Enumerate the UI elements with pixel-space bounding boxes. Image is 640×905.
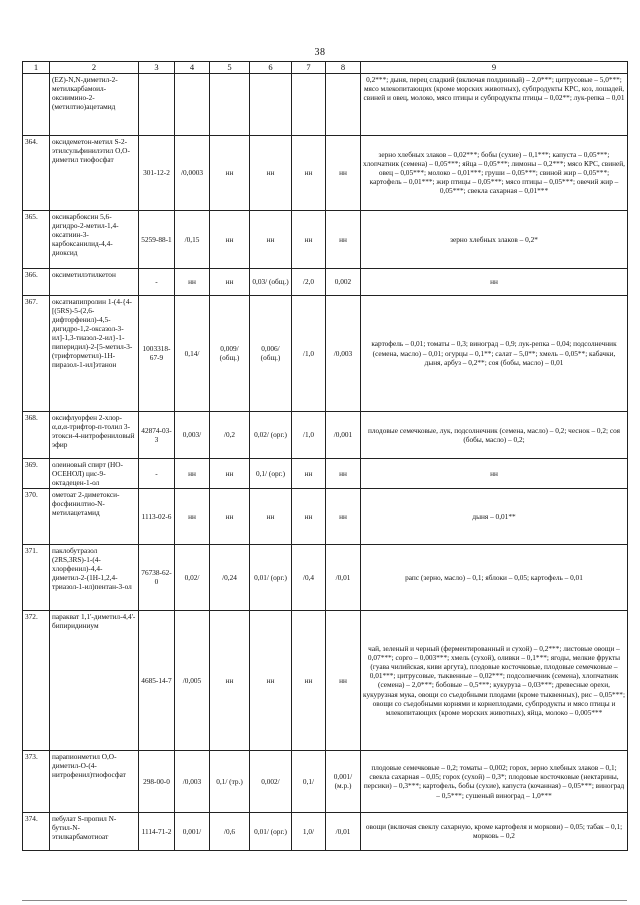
value-col-5: нн (210, 210, 250, 268)
cas-number: 42874-03-3 (139, 411, 175, 458)
value-col-6: 0,01/ (орг.) (250, 812, 292, 850)
header-cell: 7 (292, 62, 326, 74)
cas-number (139, 73, 175, 135)
residue-limits: зерно хлебных злаков – 0,2* (361, 210, 628, 268)
value-col-5: /0,24 (210, 544, 250, 610)
header-cell: 8 (326, 62, 361, 74)
substance-name: оксифлуорфен 2-хлор-α,α,α-трифтор-п-толил 3-этокси-4-нитрофениловый эфир (50, 411, 139, 458)
value-col-4: нн (175, 488, 210, 544)
header-cell: 5 (210, 62, 250, 74)
value-col-6: 0,02/ (орг.) (250, 411, 292, 458)
header-cell: 9 (361, 62, 628, 74)
header-cell: 4 (175, 62, 210, 74)
value-col-6: нн (250, 610, 292, 750)
value-col-5: /0,6 (210, 812, 250, 850)
value-col-8: нн (326, 458, 361, 488)
value-col-6: 0,006/ (общ.) (250, 295, 292, 411)
table-row (23, 458, 628, 488)
row-number: 374. (23, 812, 50, 850)
residue-limits: чай, зеленый и черный (ферментированный и сухой) – 0,2***; листовые овощи – 0,07***; сорго – 0,003***; хмель (сухой), оливки – 0,1***; ягоды, мелкие фрукты (гуава чилийская, киви аргута), плодовые косточковые, плодовые семечковые – 0,01***; цитрусовые, тыквенные – 0,02***; подсолнечник (семена), хлопчатник (семена) – 2,0***; бобовые – 0,5***; кукуруза – 0,03***; древесные орехи, кукурузная мука, овощи со съедобными плодами (кроме тыквенных), рис – 0,05***; овощи со съедобными корнями и корнеплодами, субпродукты и мясо птицы и млекопитающих (кроме морских животных), яйца, молоко – 0,005*** (361, 610, 628, 750)
value-col-7 (292, 73, 326, 135)
page-number: 38 (314, 47, 326, 58)
value-col-5: нн (210, 135, 250, 210)
cas-number: 1114-71-2 (139, 812, 175, 850)
substance-name: ометоат 2-диметокси-фосфинилтио-N-метилацетамид (50, 488, 139, 544)
table-row (23, 610, 628, 750)
row-number: 368. (23, 411, 50, 458)
value-col-4: нн (175, 458, 210, 488)
cas-number: 5259-88-1 (139, 210, 175, 268)
value-col-6: нн (250, 135, 292, 210)
value-col-8 (326, 73, 361, 135)
value-col-8: нн (326, 135, 361, 210)
cas-number: 4685-14-7 (139, 610, 175, 750)
value-col-6: 0,01/ (орг.) (250, 544, 292, 610)
value-col-5: нн (210, 488, 250, 544)
value-col-4: 0,02/ (175, 544, 210, 610)
substance-name: оксатиапипролин 1-(4-{4-[(5RS)-5-(2,6-дифторфенил)-4,5-дигидро-1,2-оксазол-3-ил]-1,3-тиазол-2-ил}-1-пиперидил)-2-[5-метил-3-(трифторметил)-1Н-пиразол-1-ил]этанон (50, 295, 139, 411)
value-col-6: нн (250, 210, 292, 268)
value-col-6: 0,1/ (орг.) (250, 458, 292, 488)
value-col-7: нн (292, 458, 326, 488)
substance-name: (EZ)-N,N-диметил-2-метилкарбамоил-оксиимино-2-(метилтио)ацетамид (50, 73, 139, 135)
value-col-4: нн (175, 268, 210, 295)
value-col-4 (175, 73, 210, 135)
value-col-5: нн (210, 268, 250, 295)
cas-number: 1113-02-6 (139, 488, 175, 544)
residue-limits: картофель – 0,01; томаты – 0,3; виноград – 0,9; лук-репка – 0,04; подсолнечник (семена, масло) – 0,01; огурцы – 0,1**; салат – 5,0**; хмель – 0,05**; кабачки, дыня, арбуз – 0,2**; соя (бобы, масло) – 0,01 (361, 295, 628, 411)
cas-number: - (139, 458, 175, 488)
residue-limits: рапс (зерно, масло) – 0,1; яблоки – 0,05; картофель – 0,01 (361, 544, 628, 610)
header-cell: 6 (250, 62, 292, 74)
value-col-4: /0,003 (175, 750, 210, 812)
bottom-rule (22, 900, 627, 901)
table-row (23, 812, 628, 850)
substance-name: оксидеметон-метил S-2-этилсульфинилэтил O,O-диметил тиофосфат (50, 135, 139, 210)
value-col-6: 0,03/ (общ.) (250, 268, 292, 295)
residue-limits: плодовые семечковые – 0,2; томаты – 0,002; горох, зерно хлебных злаков – 0,1; свекла сахарная – 0,05; горох (сухой) – 0,3*; плодовые косточковые (нектарины, персики) – 0,3***; картофель, бобы (сухие), капуста (кочанная) – 0,05***; виноград – 0,5***; сушеный виноград – 1,0*** (361, 750, 628, 812)
residue-limits: 0,2***; дыня, перец сладкий (включая полдинный) – 2,0***; цитрусовые – 5,0***; мясо млекопитающих (кроме морских животных), субпродукты КРС, коз, лошадей, свиней и овец, молоко, мясо птицы и субпродукты птицы – 0,02**; лук-репка – 0,01 (361, 73, 628, 135)
substance-name: паклобутразол (2RS,3RS)-1-(4-хлорфенил)-4,4-диметил-2-(1Н-1,2,4-триазол-1-ил)пентан-3-ол (50, 544, 139, 610)
value-col-7: /2,0 (292, 268, 326, 295)
value-col-8: /0,01 (326, 544, 361, 610)
cas-number: 76738-62-0 (139, 544, 175, 610)
substance-name: оксиметилэтилкетон (50, 268, 139, 295)
value-col-7: нн (292, 610, 326, 750)
table-row (23, 73, 628, 135)
residue-limits: дыня – 0,01** (361, 488, 628, 544)
regulation-table (22, 61, 628, 851)
value-col-5: нн (210, 458, 250, 488)
substance-name: олеиновый спирт (НО-ОСЕНОЛ) цис-9-октадецен-1-ол (50, 458, 139, 488)
cas-number: - (139, 268, 175, 295)
value-col-4: /0,0003 (175, 135, 210, 210)
value-col-7: нн (292, 488, 326, 544)
row-number: 371. (23, 544, 50, 610)
value-col-7: 0,1/ (292, 750, 326, 812)
table-row (23, 544, 628, 610)
header-cell: 1 (23, 62, 50, 74)
value-col-4: /0,005 (175, 610, 210, 750)
value-col-7: нн (292, 135, 326, 210)
table-row (23, 268, 628, 295)
value-col-7: /1,0 (292, 411, 326, 458)
cas-number: 298-00-0 (139, 750, 175, 812)
value-col-5: нн (210, 610, 250, 750)
header-cell: 2 (50, 62, 139, 74)
table-row (23, 210, 628, 268)
residue-limits: плодовые семечковые, лук, подсолнечник (семена, масло) – 0,2; чеснок – 0,2; соя (бобы, масло) – 0,2; (361, 411, 628, 458)
residue-limits: зерно хлебных злаков – 0,02***; бобы (сухие) – 0,1***; капуста – 0,05***; хлопчатник (семена) – 0,05***; яйца – 0,05***; лимоны – 0,2***; мясо КРС, свиней, овец – 0,05***; молоко – 0,01***; груши – 0,05***; свиной жир – 0,05***; картофель – 0,01***; жир птицы – 0,05***; мясо птицы – 0,05***; овечий жир – 0,05***; свекла сахарная – 0,01*** (361, 135, 628, 210)
value-col-6: 0,002/ (250, 750, 292, 812)
value-col-6 (250, 73, 292, 135)
table-row (23, 135, 628, 210)
header-row (23, 62, 628, 74)
table-row (23, 295, 628, 411)
row-number: 367. (23, 295, 50, 411)
substance-name: оксикарбоксин 5,6-дигидро-2-метил-1,4-оксатиин-3-карбоксанилид-4,4-диоксид (50, 210, 139, 268)
value-col-7: /1,0 (292, 295, 326, 411)
value-col-8: нн (326, 210, 361, 268)
row-number: 369. (23, 458, 50, 488)
residue-limits: нн (361, 268, 628, 295)
cas-number: 301-12-2 (139, 135, 175, 210)
substance-name: парапионметил O,O-диметил-O-(4-нитрофенил)тиофосфат (50, 750, 139, 812)
value-col-6: нн (250, 488, 292, 544)
value-col-8: нн (326, 488, 361, 544)
cas-number: 1003318-67-9 (139, 295, 175, 411)
value-col-4: 0,001/ (175, 812, 210, 850)
substance-name: пебулат S-пропил N-бутил-N-этилкарбамотиоат (50, 812, 139, 850)
table-row (23, 411, 628, 458)
table-row (23, 750, 628, 812)
row-number: 373. (23, 750, 50, 812)
value-col-4: 0,14/ (175, 295, 210, 411)
value-col-7: нн (292, 210, 326, 268)
value-col-4: /0,15 (175, 210, 210, 268)
substance-name: паракват 1,1'-диметил-4,4'-бипиридиниум (50, 610, 139, 750)
value-col-5 (210, 73, 250, 135)
residue-limits: овощи (включая свеклу сахарную, кроме картофеля и моркови) – 0,05; табак – 0,1; морковь – 0,2 (361, 812, 628, 850)
value-col-8: 0,001/ (м.р.) (326, 750, 361, 812)
value-col-5: 0,1/ (тр.) (210, 750, 250, 812)
table-row (23, 488, 628, 544)
residue-limits: нн (361, 458, 628, 488)
value-col-7: /0,4 (292, 544, 326, 610)
value-col-8: /0,01 (326, 812, 361, 850)
value-col-8: /0,003 (326, 295, 361, 411)
value-col-8: /0,001 (326, 411, 361, 458)
row-number: 365. (23, 210, 50, 268)
row-number: 370. (23, 488, 50, 544)
value-col-8: 0,002 (326, 268, 361, 295)
value-col-7: 1,0/ (292, 812, 326, 850)
row-number: 364. (23, 135, 50, 210)
header-cell: 3 (139, 62, 175, 74)
row-number: 372. (23, 610, 50, 750)
value-col-8: нн (326, 610, 361, 750)
value-col-5: 0,009/ (общ.) (210, 295, 250, 411)
row-number (23, 73, 50, 135)
value-col-5: /0,2 (210, 411, 250, 458)
row-number: 366. (23, 268, 50, 295)
value-col-4: 0,003/ (175, 411, 210, 458)
